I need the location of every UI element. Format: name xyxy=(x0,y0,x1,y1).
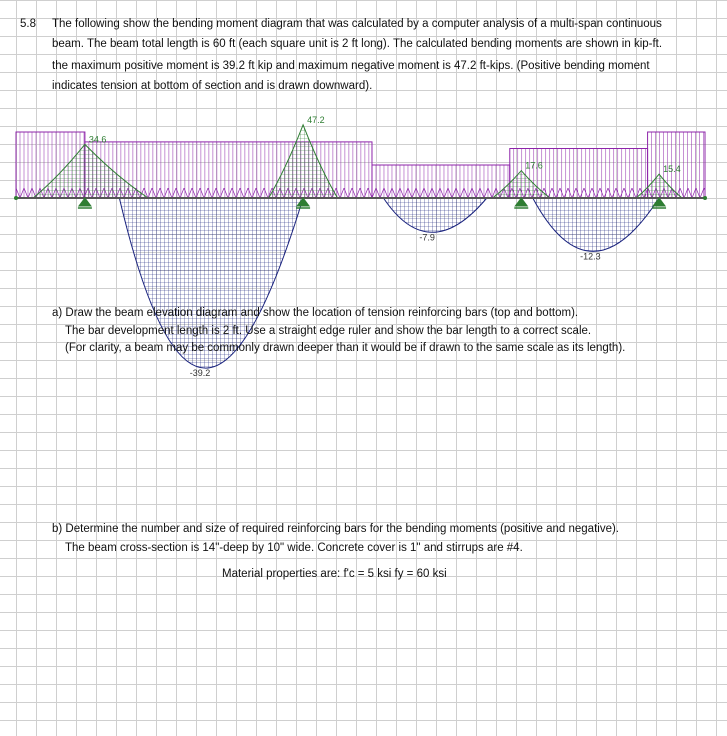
part-b-line-1: b) Determine the number and size of required reinforcing bars for the bending moments (positive and negative). xyxy=(52,523,619,535)
negative-moment-area-1 xyxy=(269,125,338,198)
negative-moment-area-0 xyxy=(33,144,148,198)
support-icon xyxy=(515,198,527,206)
material-properties: Material properties are: f'c = 5 ksi fy = 60 ksi xyxy=(222,568,447,580)
positive-peak-label: -12.3 xyxy=(580,251,601,262)
negative-peak-label: 15.4 xyxy=(663,164,681,175)
negative-peak-label: 47.2 xyxy=(307,114,325,125)
part-b-line-2: The beam cross-section is 14"-deep by 10" wide. Concrete cover is 1" and stirrups are #4. xyxy=(65,542,523,554)
support-icon xyxy=(79,198,91,206)
negative-peak-label: 17.6 xyxy=(525,160,543,171)
negative-peak-label: 34.6 xyxy=(88,134,107,145)
intro-line-1: The following show the bending moment diagram that was calculated by a computer analysis of a multi-span continuous xyxy=(52,18,662,30)
beam-end-left xyxy=(14,196,18,200)
beam-end-right xyxy=(703,196,707,200)
positive-peak-label: -7.9 xyxy=(419,232,435,243)
negative-moment-area-3 xyxy=(636,174,682,198)
negative-moment-area-2 xyxy=(493,171,550,198)
problem-number: 5.8 xyxy=(20,18,36,30)
intro-line-3: the maximum positive moment is 39.2 ft kip and maximum negative moment is 47.2 ft-kips. (Positive bending moment xyxy=(52,60,650,72)
intro-line-2: beam. The beam total length is 60 ft (each square unit is 2 ft long). The calculated bending moments are shown in kip-ft. xyxy=(52,38,663,50)
part-a-line-2: The bar development length is 2 ft. Use a straight edge ruler and show the bar length to a correct scale. xyxy=(65,325,592,337)
positive-moment-area-1 xyxy=(383,198,486,232)
part-a-line-1: a) Draw the beam elevation diagram and show the location of tension reinforcing bars (top and bottom). xyxy=(52,307,579,319)
intro-line-4: indicates tension at bottom of section and is drawn downward). xyxy=(52,80,373,92)
positive-peak-label: -39.2 xyxy=(189,368,211,379)
part-a-line-3: (For clarity, a beam may be commonly drawn deeper than it would be if drawn to the same scale as its length). xyxy=(65,342,626,354)
positive-moment-area-2 xyxy=(533,198,659,251)
